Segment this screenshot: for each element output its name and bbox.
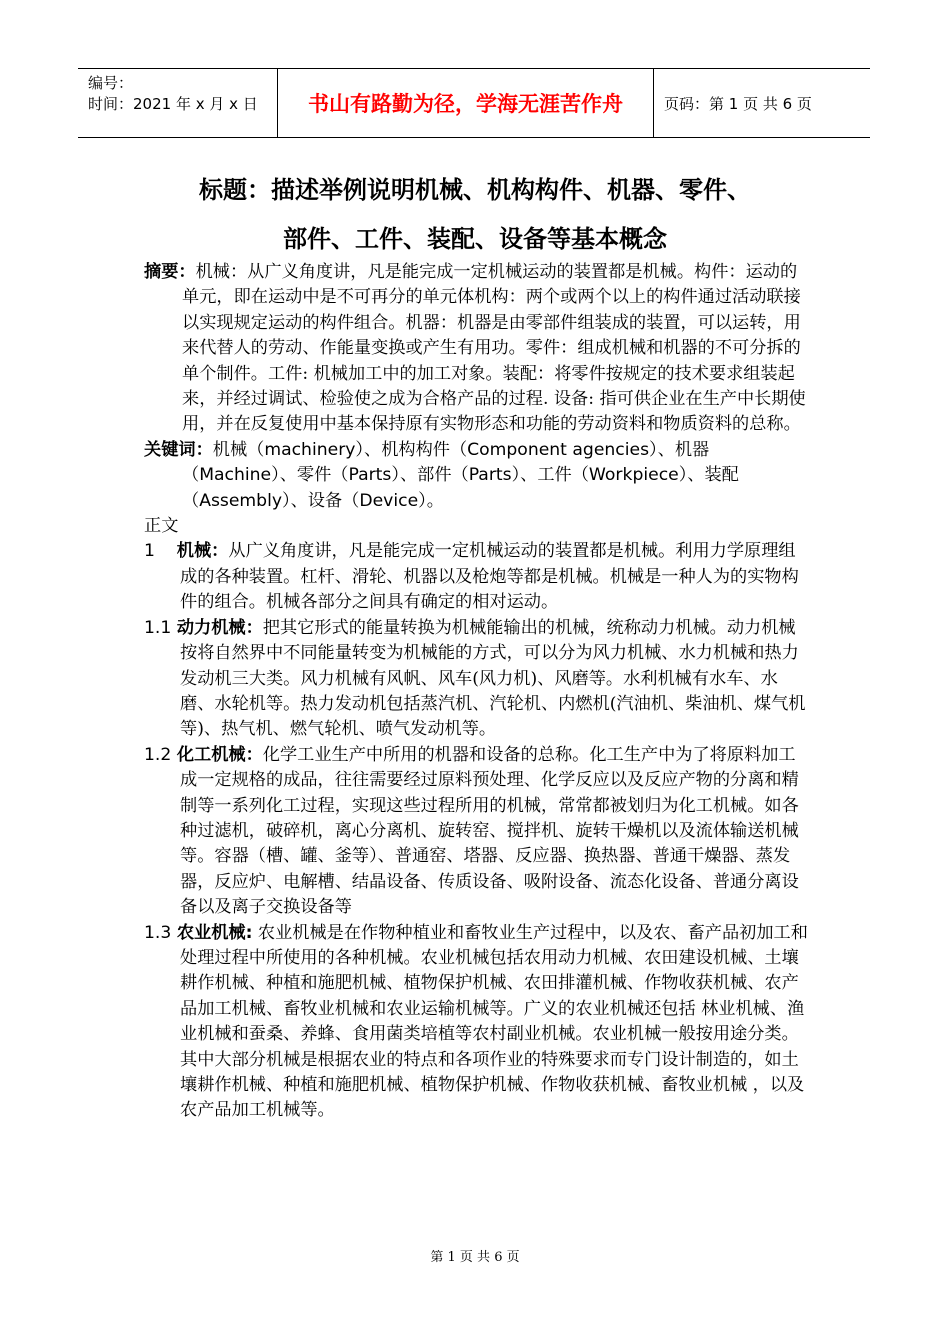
document-title-line-2: 部件、工件、装配、设备等基本概念 [283, 225, 667, 253]
abstract-label: 摘要： [144, 262, 196, 282]
section-heading: 动力机械： [176, 617, 263, 638]
document-number-label: 编号： [88, 74, 134, 92]
header-page-info: 页码：第 1 页 共 6 页 [664, 94, 812, 113]
section-heading: 农业机械: [176, 922, 253, 943]
keywords-paragraph [144, 438, 812, 514]
keywords-text: 机械（machinery）、机构构件（Component agencies）、机器（Machine）、零件（Parts）、部件（Parts）、工件（Workpiece）、装配（Assembly）、设备（Device）。 [182, 439, 739, 511]
section-chemical-machinery [144, 743, 812, 921]
section-number: 1.3 [144, 922, 172, 943]
section-text: 从广义角度讲，凡是能完成一定机械运动的装置都是机械。利用力学原理组成的各种装置。杠杆、滑轮、机器以及枪炮等都是机械。机械是一种人为的实物构件的组合。机械各部分之间具有确定的相对运动。 [180, 541, 799, 613]
abstract-text: 机械：从广义角度讲，凡是能完成一定机械运动的装置都是机械。构件：运动的单元，即在运动中是不可再分的单元体机构：两个或两个以上的构件通过活动联接以实现规定运动的构件组合。机器：机器是由零部件组装成的装置，可以运转，用来代替人的劳动、作能量变换或产生有用功。零件：组成机械和机器的不可分拆的单个制件。工件: 机械加工中的加工对象。装配：将零件按规定的技术要求组装起来，并经过调试、检验使之成为合格产品的过程. 设备: 指可供企业在生产中长期使用，并在反复使用中基本保持原有实物形态和功能的劳动资料和物质资料的总称。 [182, 262, 806, 435]
section-text: 把其它形式的能量转换为机械能输出的机械，统称动力机械。动力机械按将自然界中不同能量转变为机械能的方式，可以分为风力机械、水力机械和热力发动机三大类。风力机械有风帆、风车(风力机)、风磨等。水利机械有水车、水磨、水轮机等。热力发动机包括蒸汽机、汽轮机、内燃机(汽油机、柴油机、煤气机等)、热气机、燃气轮机、喷气发动机等。 [180, 617, 806, 740]
page-footer: 第 1 页 共 6 页 [430, 1250, 520, 1265]
body-label: 正文 [144, 516, 179, 537]
header-motto: 书山有路勤为径，学海无涯苦作舟 [278, 69, 654, 137]
section-text: 化学工业生产中所用的机器和设备的总称。化工生产中为了将原料加工成一定规格的成品，往往需要经过原料预处理、化学反应以及反应产物的分离和精制等一系列化工过程，实现这些过程所用的机械，常常都被划归为化工机械。如各种过滤机，破碎机，离心分离机、旋转窑、搅拌机、旋转干燥机以及流体输送机械等。容器（槽、罐、釜等）、普通窑、塔器、反应器、换热器、普通干燥器、蒸发器，反应炉、电解槽、结晶设备、传质设备、吸附设备、流态化设备、普通分离设备以及离子交换设备等 [180, 744, 799, 918]
section-number: 1.1 [144, 617, 172, 638]
abstract-paragraph [144, 260, 812, 438]
section-heading: 化工机械： [176, 744, 263, 765]
section-number: 1 [144, 541, 155, 562]
section-agricultural-machinery [144, 921, 812, 1124]
header-meta [78, 69, 278, 137]
section-heading: 机械： [176, 541, 229, 562]
section-number: 1.2 [144, 744, 172, 765]
keywords-label: 关键词： [144, 439, 213, 460]
section-text: 农业机械是在作物种植业和畜牧业生产过程中，以及农、畜产品初加工和处理过程中所使用的各种机械。农业机械包括农用动力机械、农田建设机械、土壤耕作机械、种植和施肥机械、植物保护机械、农田排灌机械、作物收获机械、农产品加工机械、畜牧业机械和农业运输机械等。广义的农业机械还包括 林业机械、渔业机械和蚕桑、养蜂、食用菌类培植等农村副业机械。农业机械一般按用途分类。其中大部分机械是根据农业的特点和各项作业的特殊要求而专门设计制造的，如土壤耕作机械、种植和施肥机械、植物保护机械、作物收获机械、畜牧业机械 ，以及农产品加工机械等。 [180, 922, 808, 1121]
page-header [78, 68, 870, 138]
document-date: 时间：2021 年 x 月 x 日 [88, 95, 258, 113]
document-body [144, 260, 812, 1124]
section-machinery [144, 539, 812, 615]
document-title-line-1: 标题：描述举例说明机械、机构构件、机器、零件、 [199, 176, 751, 204]
section-power-machinery [144, 616, 812, 743]
